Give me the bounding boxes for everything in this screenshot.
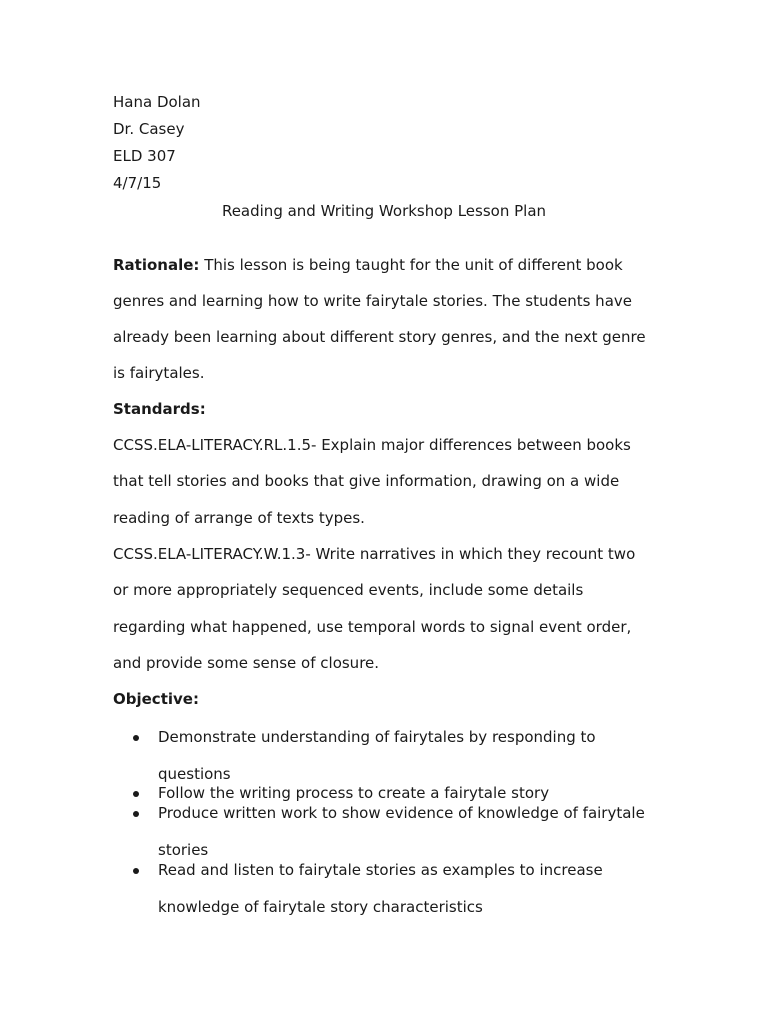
- bullet-icon: [133, 735, 139, 741]
- rationale-line-2: genres and learning how to write fairytale stories. The students have: [113, 292, 632, 310]
- standards-line-7: and provide some sense of closure.: [113, 654, 380, 672]
- objective-item-1-line-1: Demonstrate understanding of fairytales by responding to: [158, 728, 596, 746]
- document-title: Reading and Writing Workshop Lesson Plan: [221, 202, 547, 220]
- objective-item-4-line-1: Read and listen to fairytale stories as examples to increase: [158, 861, 603, 879]
- objective-item-3-line-2: stories: [158, 841, 209, 859]
- rationale-label: Rationale:: [113, 256, 200, 274]
- objective-item-3-line-1: Produce written work to show evidence of knowledge of fairytale: [158, 804, 645, 822]
- document-date: 4/7/15: [113, 174, 162, 192]
- standards-line-6: regarding what happened, use temporal words to signal event order,: [113, 618, 632, 636]
- rationale-line-4: is fairytales.: [113, 364, 205, 382]
- rationale-text-1: This lesson is being taught for the unit of different book: [204, 256, 623, 274]
- bullet-icon: [133, 791, 139, 797]
- bullet-icon: [133, 811, 139, 817]
- standards-heading: Standards:: [113, 400, 206, 418]
- standards-line-1: CCSS.ELA-LITERACY.RL.1.5- Explain major differences between books: [113, 436, 631, 454]
- instructor-name: Dr. Casey: [113, 120, 185, 138]
- standards-line-5: or more appropriately sequenced events, include some details: [113, 581, 584, 599]
- standards-line-4: CCSS.ELA-LITERACY.W.1.3- Write narratives in which they recount two: [113, 545, 636, 563]
- objective-item-4-line-2: knowledge of fairytale story characteristics: [158, 898, 483, 916]
- objective-item-2-line-1: Follow the writing process to create a fairytale story: [158, 784, 550, 802]
- standards-line-2: that tell stories and books that give information, drawing on a wide: [113, 472, 620, 490]
- rationale-line-1: [113, 256, 623, 274]
- objective-item-1-line-2: questions: [158, 765, 231, 783]
- rationale-line-3: already been learning about different story genres, and the next genre: [113, 328, 646, 346]
- author-name: Hana Dolan: [113, 93, 201, 111]
- bullet-icon: [133, 868, 139, 874]
- standards-line-3: reading of arrange of texts types.: [113, 509, 365, 527]
- course-code: ELD 307: [113, 147, 176, 165]
- objective-heading: Objective:: [113, 690, 199, 708]
